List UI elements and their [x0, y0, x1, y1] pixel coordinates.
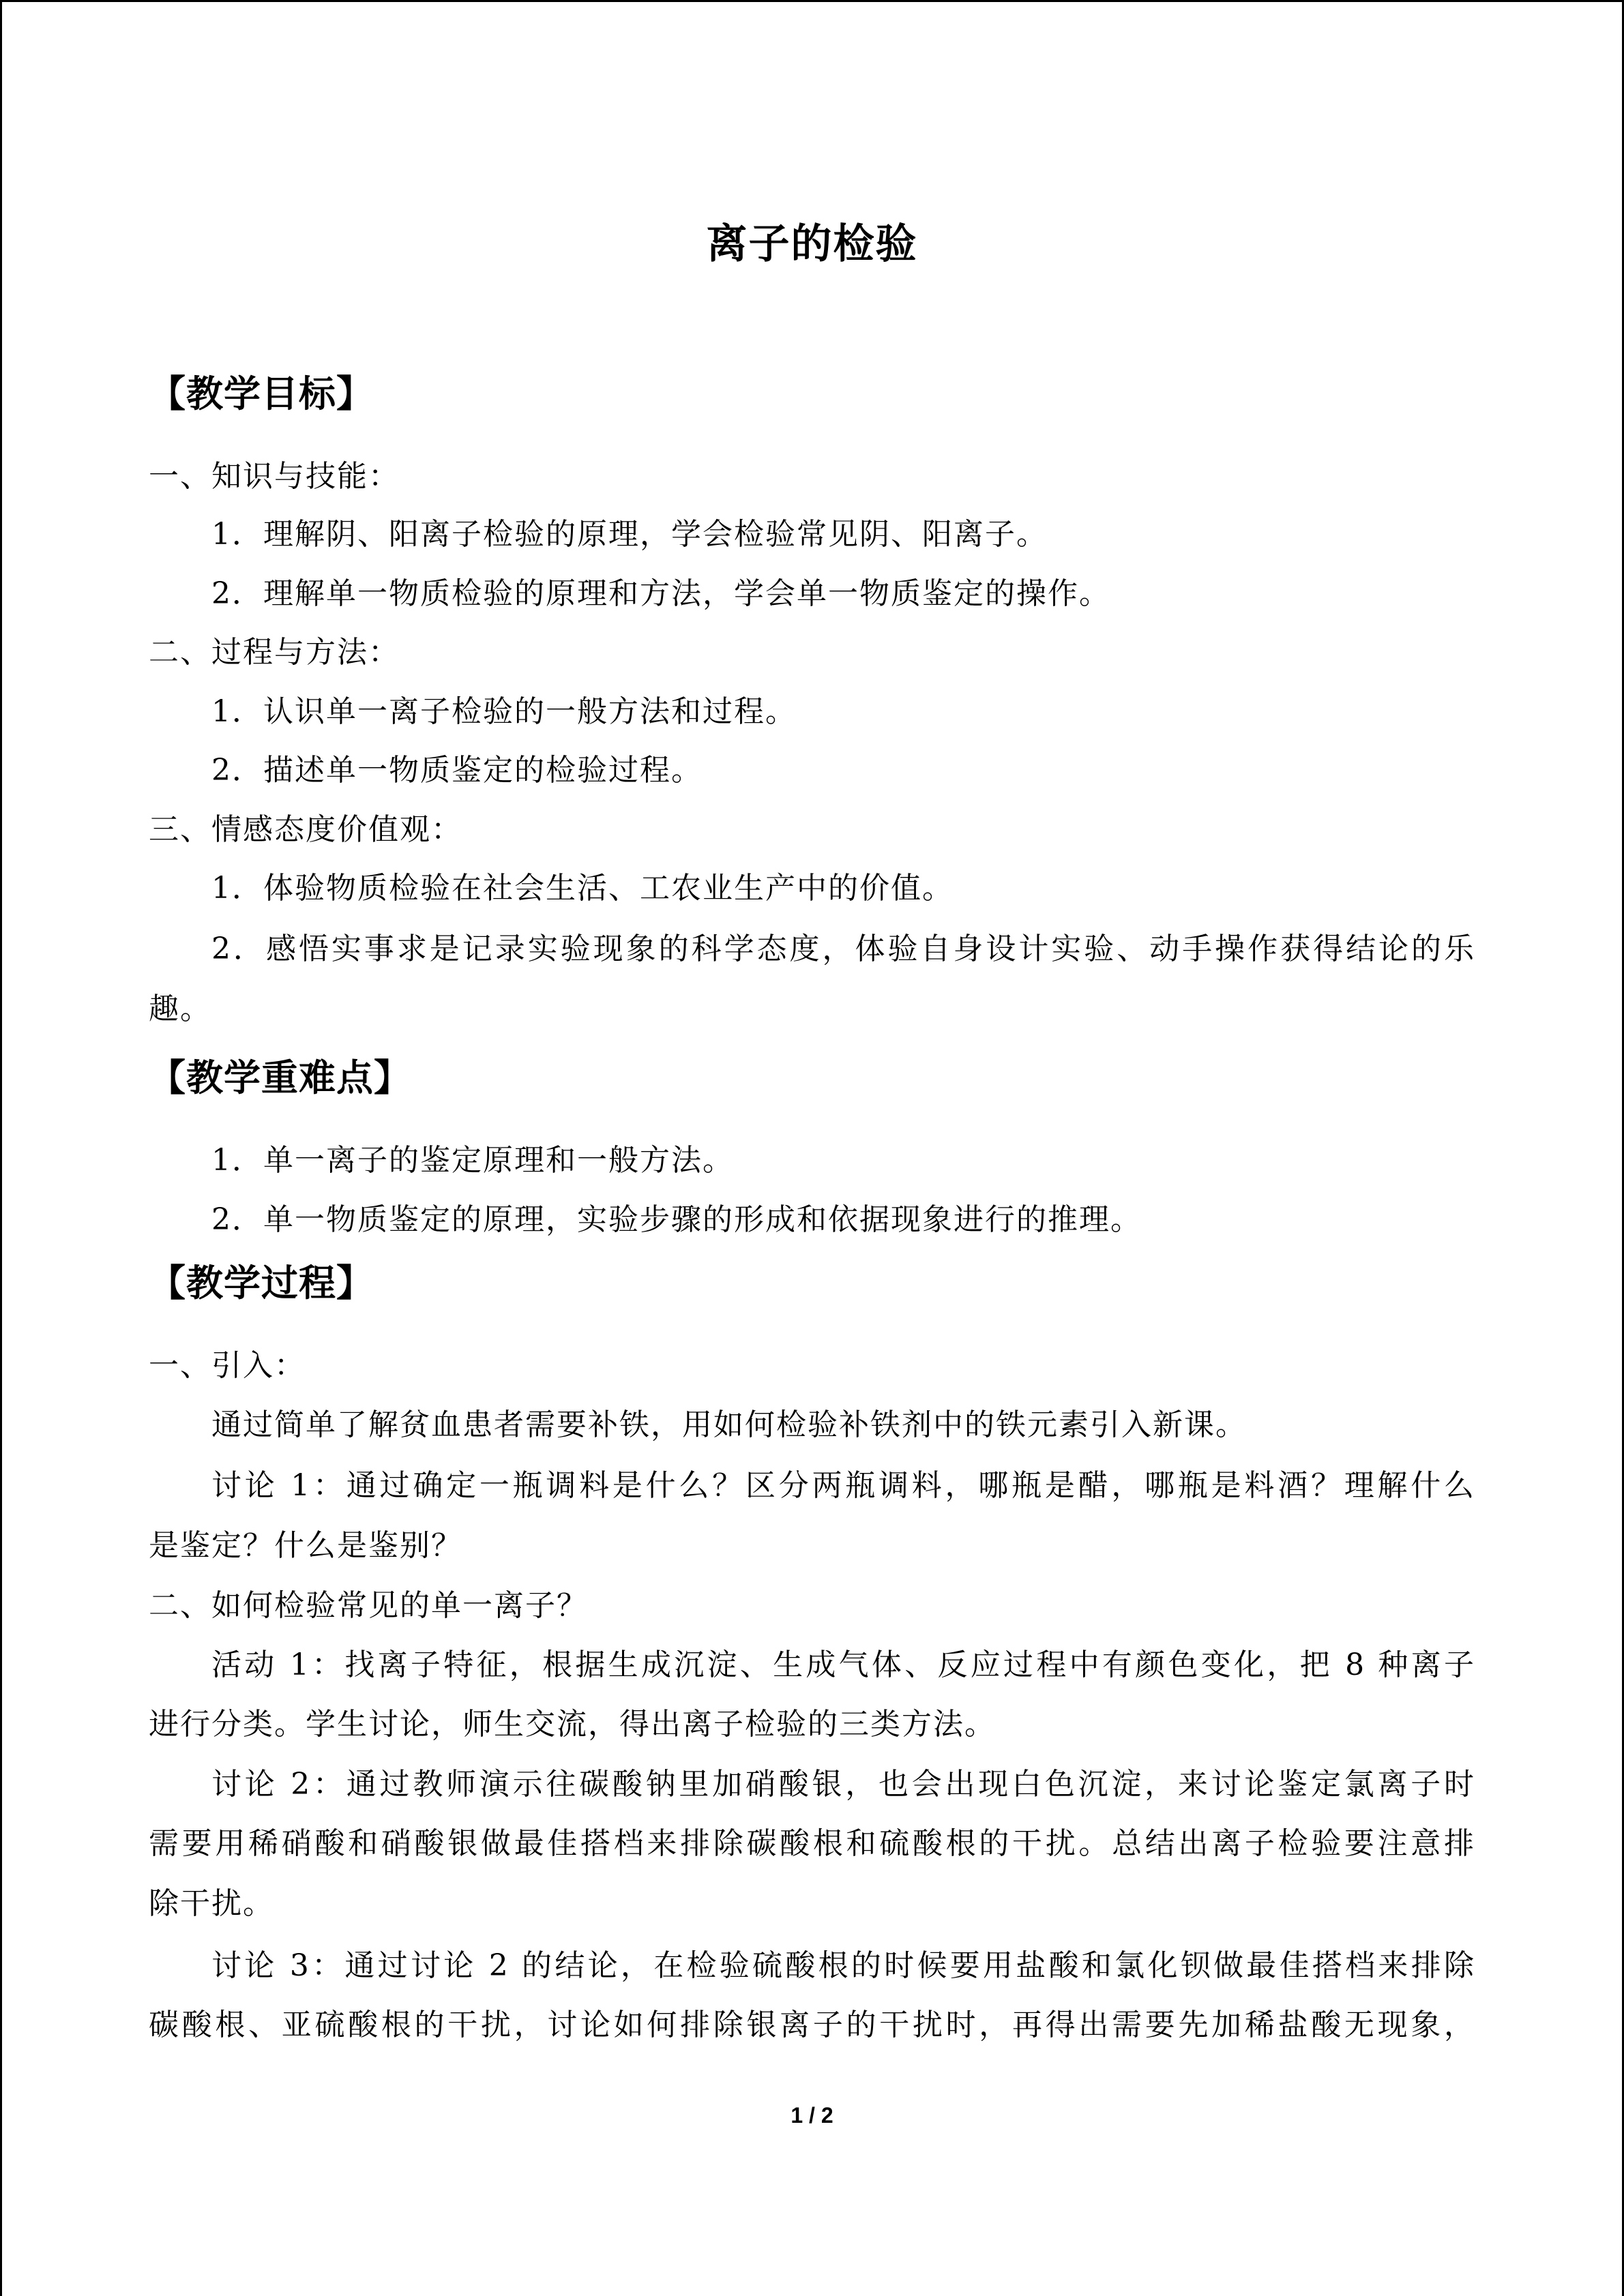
- process-paragraph: 讨论 1：通过确定一瓶调料是什么？区分两瓶调料，哪瓶是醋，哪瓶是料酒？理解什么: [211, 1468, 1475, 1503]
- goal-item: 2．感悟实事求是记录实验现象的科学态度，体验自身设计实验、动手操作获得结论的乐: [211, 931, 1475, 966]
- process-paragraph-continued: 需要用稀硝酸和硝酸银做最佳搭档来排除碳酸根和硫酸根的干扰。总结出离子检验要注意排: [149, 1826, 1475, 1861]
- goal-heading-knowledge: 一、知识与技能：: [149, 459, 400, 494]
- goal-item: 1．体验物质检验在社会生活、工农业生产中的价值。: [211, 871, 954, 906]
- goal-item: 2．理解单一物质检验的原理和方法，学会单一物质鉴定的操作。: [211, 576, 1110, 611]
- process-heading-ions: 二、如何检验常见的单一离子？: [149, 1588, 588, 1623]
- process-paragraph: 讨论 3：通过讨论 2 的结论，在检验硫酸根的时候要用盐酸和氯化钡做最佳搭档来排除: [211, 1948, 1475, 1983]
- difficulty-item: 2．单一物质鉴定的原理，实验步骤的形成和依据现象进行的推理。: [211, 1202, 1142, 1237]
- process-paragraph-continued: 是鉴定？什么是鉴别？: [149, 1528, 462, 1563]
- page-border-left: [0, 0, 2, 2296]
- page-border-top: [0, 0, 1624, 2]
- process-paragraph-continued: 进行分类。学生讨论，师生交流，得出离子检验的三类方法。: [149, 1707, 996, 1742]
- document-title: 离子的检验: [706, 220, 918, 268]
- process-paragraph: 通过简单了解贫血患者需要补铁，用如何检验补铁剂中的铁元素引入新课。: [211, 1407, 1247, 1442]
- difficulty-item: 1．单一离子的鉴定原理和一般方法。: [211, 1143, 734, 1178]
- goal-item: 1．理解阴、阳离子检验的原理，学会检验常见阴、阳离子。: [211, 517, 1048, 552]
- goal-heading-process: 二、过程与方法：: [149, 635, 400, 670]
- process-paragraph: 活动 1：找离子特征，根据生成沉淀、生成气体、反应过程中有颜色变化，把 8 种离子: [211, 1648, 1475, 1682]
- section-heading-process: 【教学过程】: [149, 1261, 374, 1304]
- section-heading-difficulties: 【教学重难点】: [149, 1056, 411, 1099]
- process-paragraph-continued: 碳酸根、亚硫酸根的干扰，讨论如何排除银离子的干扰时，再得出需要先加稀盐酸无现象，: [149, 2008, 1475, 2042]
- section-heading-goals: 【教学目标】: [149, 372, 374, 415]
- goal-item: 2．描述单一物质鉴定的检验过程。: [211, 753, 703, 788]
- goal-item: 1．认识单一离子检验的一般方法和过程。: [211, 694, 797, 729]
- goal-heading-attitude: 三、情感态度价值观：: [149, 812, 462, 847]
- page-number: 1 / 2: [791, 2103, 833, 2128]
- process-paragraph: 讨论 2：通过教师演示往碳酸钠里加硝酸银，也会出现白色沉淀，来讨论鉴定氯离子时: [211, 1767, 1475, 1802]
- process-heading-intro: 一、引入：: [149, 1348, 306, 1383]
- goal-item-continued: 趣。: [149, 992, 211, 1026]
- process-paragraph-continued: 除干扰。: [149, 1886, 274, 1921]
